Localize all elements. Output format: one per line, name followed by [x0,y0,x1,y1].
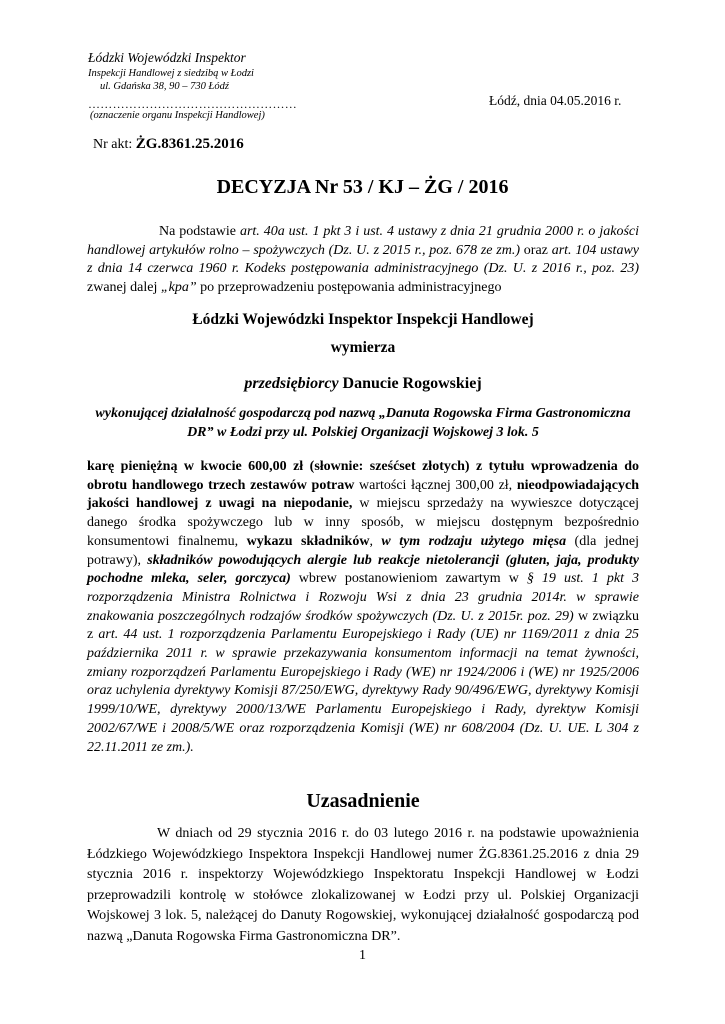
penalty-text-9: składników powodujących alergie lub reakcje nietolerancji (gluten, jaja, produkty pochodne mleka, seler, gorczyca) [87,552,639,587]
justification-heading: Uzasadnienie [306,790,420,812]
org-seat-line: Inspekcji Handlowej z siedzibą w Łodzi [88,68,254,79]
penalty-text-8: (dla jednej potrawy), [87,533,639,568]
intro-text-7: po przeprowadzeniu postępowania administracyjnego [196,280,502,296]
penalty-text-12: w związku z [87,608,639,643]
party-label: przedsiębiorcy [244,375,339,392]
penalty-text-6: , [369,533,382,549]
case-number-label: Nr akt: [93,137,136,152]
penalty-text-2: wartości łącznej 300,00 zł, [354,477,517,493]
verb-imposes: wymierza [330,339,396,356]
case-number [93,136,244,153]
page-number: 1 [359,948,366,963]
business-description: wykonującej działalność gospodarczą pod nazwą „Danuta Rogowska Firma Gastronomiczna DR” w Łodzi przy ul. Polskiej Organizacji Wojskowej 3 lok. 5 [95,406,631,440]
penalty-text-5: wykazu składników [246,533,370,549]
party-line [87,375,639,393]
penalty-paragraph [87,458,639,757]
document-date: Łódź, dnia 04.05.2016 r. [489,93,622,108]
intro-text-6: „kpa” [160,280,197,296]
penalty-text-1: karę pieniężną w kwocie 600,00 zł (słownie: sześćset złotych) z tytułu wprowadzenia do obrotu handlowego trzech zestawów potraw [87,459,639,493]
penalty-text-4: w miejscu sprzedaży na wywieszce dotyczącej danego środka spożywczego lub w inny sposób, w miejscu dostępnym bezpośrednio konsumentowi finalnemu, [87,496,639,549]
party-name: Danucie Rogowskiej [338,375,482,392]
authority-name: Łódzki Wojewódzki Inspektor Inspekcji Handlowej [192,311,534,328]
decision-title: DECYZJA Nr 53 / KJ – ŻG / 2016 [216,176,509,198]
justification-paragraph: W dniach od 29 stycznia 2016 r. do 03 lutego 2016 r. na podstawie upoważnienia Łódzkiego Wojewódzkiego Inspektora Inspekcji Handlowej numer ŻG.8361.25.2016 z dnia 29 stycznia 2016 r. inspektorzy Wojewódzkiego Inspektoratu Inspekcji Handlowej w Łodzi przeprowadzili kontrolę w stołówce zlokalizowanej w Łodzi przy ul. Polskiej Organizacji Wojskowej 3 lok. 5, należącej do Danuty Rogowskiej, wykonującej działalność gospodarczą pod nazwą „Danuta Rogowska Firma Gastronomiczna DR”. [87,826,639,944]
org-dotted-line: …………………………………………… [88,97,298,111]
org-name-line: Łódzki Wojewódzki Inspektor [88,50,246,65]
penalty-text-11: § 19 ust. 1 pkt 3 rozporządzenia Ministra Rolnictwa i Rozwoju Wsi z dnia 23 grudnia 2014r. w sprawie znakowania poszczególnych rodzajów środków spożywczych (Dz. U. z 2015r. poz. 29) [87,571,639,624]
intro-text-3: oraz [520,242,552,258]
legal-basis-paragraph [87,223,639,298]
penalty-text-13: art. 44 ust. 1 rozporządzenia Parlamentu Europejskiego i Rady (UE) nr 1169/2011 z dnia 25 października 2011 r. w sprawie przekazywania konsumentom informacji na temat żywności, zmiany rozporządzeń Parlamentu Europejskiego i Rady (WE) nr 1924/2006 i (WE) nr 1925/2006 oraz uchylenia dyrektywy Komisji 87/250/EWG, dyrektywy Rady 90/496/EWG, dyrektywy Komisji 1999/10/WE, dyrektywy 2000/13/WE Parlamentu Europejskiego i Rady, dyrektyw Komisji 2002/67/WE i 2008/5/WE oraz rozporządzenia Komisji (WE) nr 608/2004 (Dz. U. UE. L 304 z 22.11.2011 ze zm.). [87,627,639,755]
intro-text-5: zwanej dalej [87,280,161,296]
penalty-text-3: nieodpowiadających jakości handlowej z uwagi na niepodanie, [87,477,639,512]
org-address-line: ul. Gdańska 38, 90 – 730 Łódź [100,81,229,92]
intro-text-1: Na podstawie [159,224,240,239]
intro-text-2: art. 40a ust. 1 pkt 3 i ust. 4 ustawy z dnia 21 grudnia 2000 r. o jakości handlowej artykułów rolno – spożywczych (Dz. U. z 2015 r., poz. 678 ze zm.) [87,224,640,258]
intro-text-4: art. 104 ustawy z dnia 14 czerwca 1960 r. Kodeks postępowania administracyjnego (Dz. U. z 2016 r., poz. 23) [87,242,640,277]
penalty-text-7: w tym rodzaju użytego mięsa [381,533,567,549]
case-number-value: ŻG.8361.25.2016 [135,136,244,152]
penalty-text-10: wbrew postanowieniom zawartym w [290,571,527,587]
org-caption: (oznaczenie organu Inspekcji Handlowej) [90,110,265,121]
